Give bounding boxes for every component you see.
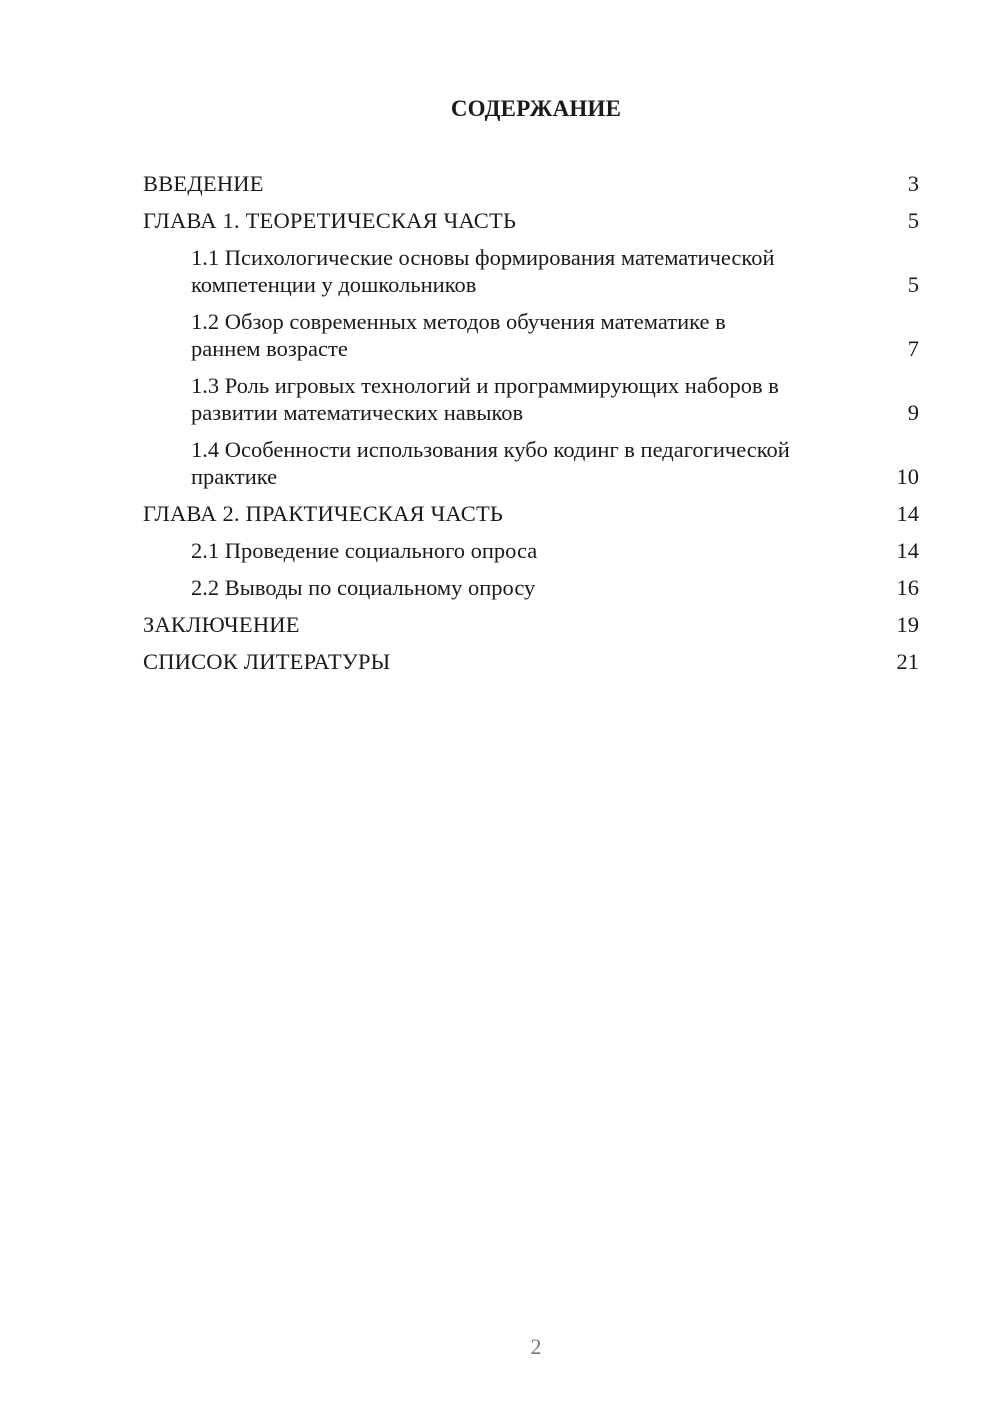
toc-entry-conclusion[interactable] xyxy=(143,611,919,638)
toc-entry-page: 21 xyxy=(896,649,919,674)
toc-entry-text: 1.1 Психологические основы формирования математической компетенции у дошкольников xyxy=(191,245,775,297)
toc-entry-section-2-1[interactable] xyxy=(143,537,919,564)
toc-entry-text: 2.2 Выводы по социальному опросу xyxy=(191,575,536,600)
toc-entry-chapter-2[interactable] xyxy=(143,500,919,527)
toc-entry-text: ГЛАВА 1. ТЕОРЕТИЧЕСКАЯ ЧАСТЬ xyxy=(143,208,517,233)
toc-entry-page: 7 xyxy=(907,336,919,361)
toc-entry-references[interactable] xyxy=(143,648,919,675)
toc-entry-section-1-3[interactable] xyxy=(143,372,919,426)
toc-entry-section-1-2[interactable] xyxy=(143,308,919,362)
table-of-contents xyxy=(143,170,919,685)
toc-entry-text: СПИСОК ЛИТЕРАТУРЫ xyxy=(143,649,391,674)
page-number: 2 xyxy=(530,1334,542,1359)
page-title: СОДЕРЖАНИЕ xyxy=(450,96,622,121)
toc-entry-page: 5 xyxy=(907,208,919,233)
toc-entry-text: 1.2 Обзор современных методов обучения математике в раннем возрасте xyxy=(191,309,726,361)
toc-entry-chapter-1[interactable] xyxy=(143,207,919,234)
toc-entry-page: 3 xyxy=(907,171,919,196)
toc-entry-text: 1.3 Роль игровых технологий и программирующих наборов в развитии математических навыков xyxy=(191,373,779,425)
toc-entry-text: ГЛАВА 2. ПРАКТИЧЕСКАЯ ЧАСТЬ xyxy=(143,501,504,526)
toc-entry-section-2-2[interactable] xyxy=(143,574,919,601)
toc-entry-section-1-1[interactable] xyxy=(143,244,919,298)
toc-entry-text: 2.1 Проведение социального опроса xyxy=(191,538,538,563)
toc-entry-page: 5 xyxy=(907,272,919,297)
toc-entry-page: 16 xyxy=(896,575,919,600)
toc-entry-text: 1.4 Особенности использования кубо кодинг в педагогической практике xyxy=(191,437,790,489)
toc-entry-page: 14 xyxy=(896,538,919,563)
toc-entry-text: ВВЕДЕНИЕ xyxy=(143,171,264,196)
toc-entry-page: 10 xyxy=(896,464,919,489)
toc-entry-page: 14 xyxy=(896,501,919,526)
toc-entry-page: 19 xyxy=(896,612,919,637)
toc-entry-page: 9 xyxy=(907,400,919,425)
toc-entry-text: ЗАКЛЮЧЕНИЕ xyxy=(143,612,300,637)
toc-entry-section-1-4[interactable] xyxy=(143,436,919,490)
toc-entry-introduction[interactable] xyxy=(143,170,919,197)
